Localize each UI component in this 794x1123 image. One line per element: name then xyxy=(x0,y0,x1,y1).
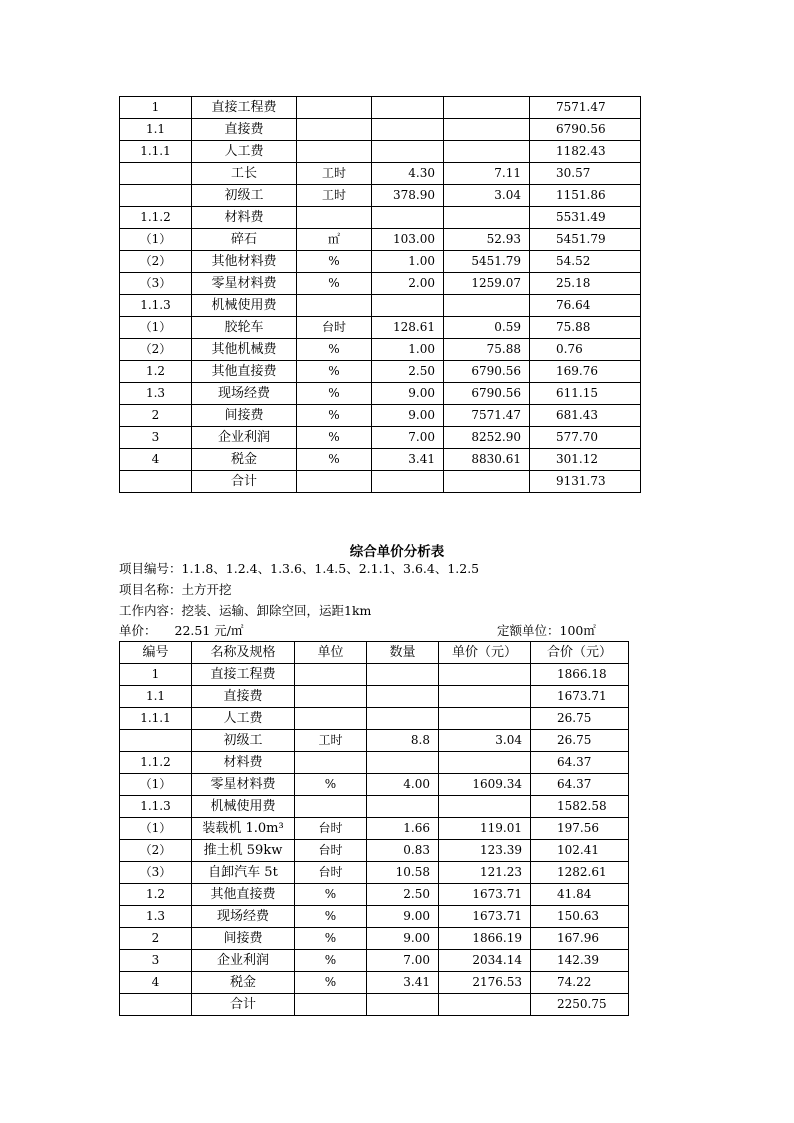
name-cell: 合计 xyxy=(192,471,297,493)
unit-cell: 工时 xyxy=(295,730,367,752)
name-cell: 其他直接费 xyxy=(192,884,295,906)
total-cell: 6790.56 xyxy=(530,119,641,141)
total-cell: 1866.18 xyxy=(531,664,629,686)
name-cell: 机械使用费 xyxy=(192,295,297,317)
cost-table-2 xyxy=(119,641,629,1016)
unit-price-cell: 3.04 xyxy=(444,185,530,207)
total-cell: 54.52 xyxy=(530,251,641,273)
unit-cell: % xyxy=(295,972,367,994)
total-cell: 197.56 xyxy=(531,818,629,840)
name-cell: 零星材料费 xyxy=(192,273,297,295)
name-cell: 初级工 xyxy=(192,730,295,752)
quantity-cell: 2.50 xyxy=(372,361,444,383)
quantity-cell: 9.00 xyxy=(372,405,444,427)
cost-table-2-body xyxy=(120,664,629,1016)
code-cell: （2） xyxy=(120,339,192,361)
code-cell: 1.1 xyxy=(120,686,192,708)
table-row xyxy=(120,708,629,730)
name-cell: 现场经费 xyxy=(192,383,297,405)
code-cell: 3 xyxy=(120,427,192,449)
column-header: 名称及规格 xyxy=(192,642,295,664)
code-cell: 1.1.3 xyxy=(120,295,192,317)
column-header: 数量 xyxy=(367,642,439,664)
unit-cell: 台时 xyxy=(295,818,367,840)
name-cell: 税金 xyxy=(192,972,295,994)
table-row xyxy=(120,229,641,251)
name-cell: 直接工程费 xyxy=(192,97,297,119)
code-cell: 1.1.2 xyxy=(120,752,192,774)
code-cell: （3） xyxy=(120,273,192,295)
code-cell: （1） xyxy=(120,229,192,251)
code-cell: 1.1.3 xyxy=(120,796,192,818)
code-cell: （1） xyxy=(120,774,192,796)
table-row xyxy=(120,471,641,493)
quantity-cell: 103.00 xyxy=(372,229,444,251)
unit-cell xyxy=(295,686,367,708)
unit-price-cell: 2176.53 xyxy=(439,972,531,994)
unit-price-cell: 1259.07 xyxy=(444,273,530,295)
total-cell: 0.76 xyxy=(530,339,641,361)
name-cell: 胶轮车 xyxy=(192,317,297,339)
quantity-cell xyxy=(367,708,439,730)
quantity-cell: 0.83 xyxy=(367,840,439,862)
unit-cell: % xyxy=(295,774,367,796)
unit-cell: 台时 xyxy=(297,317,372,339)
total-cell: 142.39 xyxy=(531,950,629,972)
name-cell: 间接费 xyxy=(192,928,295,950)
name-cell: 人工费 xyxy=(192,141,297,163)
table-row xyxy=(120,818,629,840)
table-row xyxy=(120,339,641,361)
code-cell: 1.1 xyxy=(120,119,192,141)
quantity-cell xyxy=(372,119,444,141)
quantity-cell xyxy=(367,796,439,818)
total-cell: 30.57 xyxy=(530,163,641,185)
name-cell: 材料费 xyxy=(192,207,297,229)
table-row xyxy=(120,119,641,141)
cost-table-1 xyxy=(119,96,641,493)
column-header: 单位 xyxy=(295,642,367,664)
table-row xyxy=(120,664,629,686)
total-cell: 577.70 xyxy=(530,427,641,449)
unit-price-cell: 1673.71 xyxy=(439,884,531,906)
column-header: 编号 xyxy=(120,642,192,664)
table-row xyxy=(120,295,641,317)
total-cell: 301.12 xyxy=(530,449,641,471)
quantity-cell xyxy=(372,141,444,163)
unit-cell xyxy=(297,141,372,163)
name-cell: 装载机 1.0m³ xyxy=(192,818,295,840)
cost-table-2-header xyxy=(120,642,629,664)
total-cell: 2250.75 xyxy=(531,994,629,1016)
unit-price-cell: 0.59 xyxy=(444,317,530,339)
unit-cell xyxy=(297,471,372,493)
total-cell: 102.41 xyxy=(531,840,629,862)
column-header: 单价（元） xyxy=(439,642,531,664)
unit-price-cell: 7571.47 xyxy=(444,405,530,427)
unit-cell xyxy=(297,207,372,229)
code-cell: （1） xyxy=(120,317,192,339)
unit-cell xyxy=(295,664,367,686)
code-cell: （1） xyxy=(120,818,192,840)
unit-price-cell xyxy=(444,471,530,493)
quantity-cell xyxy=(372,471,444,493)
code-cell: （2） xyxy=(120,840,192,862)
code-cell xyxy=(120,994,192,1016)
name-cell: 直接费 xyxy=(192,686,295,708)
unit-cell: % xyxy=(295,928,367,950)
name-cell: 间接费 xyxy=(192,405,297,427)
table-row xyxy=(120,928,629,950)
unit-cell xyxy=(295,708,367,730)
total-cell: 681.43 xyxy=(530,405,641,427)
name-cell: 直接费 xyxy=(192,119,297,141)
table-row xyxy=(120,383,641,405)
unit-price-cell: 123.39 xyxy=(439,840,531,862)
total-cell: 76.64 xyxy=(530,295,641,317)
code-cell: 1 xyxy=(120,664,192,686)
table-row xyxy=(120,972,629,994)
unit-price-cell: 121.23 xyxy=(439,862,531,884)
table-row xyxy=(120,686,629,708)
unit-cell: % xyxy=(295,906,367,928)
table-row xyxy=(120,163,641,185)
name-cell: 工长 xyxy=(192,163,297,185)
code-cell: 1.1.2 xyxy=(120,207,192,229)
total-cell: 5531.49 xyxy=(530,207,641,229)
table-row xyxy=(120,405,641,427)
table-row xyxy=(120,796,629,818)
name-cell: 企业利润 xyxy=(192,427,297,449)
unit-price-cell: 8252.90 xyxy=(444,427,530,449)
unit-price-cell: 75.88 xyxy=(444,339,530,361)
quantity-cell xyxy=(367,752,439,774)
unit-cell xyxy=(297,119,372,141)
quantity-cell: 9.00 xyxy=(367,928,439,950)
code-cell xyxy=(120,730,192,752)
unit-price-cell: 5451.79 xyxy=(444,251,530,273)
header-row xyxy=(120,642,629,664)
code-cell: 1.1.1 xyxy=(120,141,192,163)
quantity-cell: 4.30 xyxy=(372,163,444,185)
total-cell: 1582.58 xyxy=(531,796,629,818)
unit-cell xyxy=(295,752,367,774)
table-row xyxy=(120,251,641,273)
unit-price-cell xyxy=(439,664,531,686)
table-row xyxy=(120,207,641,229)
quantity-cell xyxy=(367,664,439,686)
name-cell: 材料费 xyxy=(192,752,295,774)
code-cell: 1.2 xyxy=(120,884,192,906)
name-cell: 碎石 xyxy=(192,229,297,251)
unit-price-cell: 52.93 xyxy=(444,229,530,251)
code-cell xyxy=(120,471,192,493)
unit-price-cell xyxy=(439,796,531,818)
unit-price-cell xyxy=(444,295,530,317)
name-cell: 其他材料费 xyxy=(192,251,297,273)
total-cell: 74.22 xyxy=(531,972,629,994)
table-row xyxy=(120,427,641,449)
total-cell: 1282.61 xyxy=(531,862,629,884)
total-cell: 5451.79 xyxy=(530,229,641,251)
quantity-cell: 128.61 xyxy=(372,317,444,339)
name-cell: 企业利润 xyxy=(192,950,295,972)
code-cell: 3 xyxy=(120,950,192,972)
quantity-cell: 3.41 xyxy=(367,972,439,994)
unit-price-label: 单价： xyxy=(119,623,157,638)
name-cell: 现场经费 xyxy=(192,906,295,928)
total-cell: 25.18 xyxy=(530,273,641,295)
table-row xyxy=(120,361,641,383)
unit-price-cell: 1866.19 xyxy=(439,928,531,950)
quantity-cell: 2.50 xyxy=(367,884,439,906)
quantity-cell: 378.90 xyxy=(372,185,444,207)
total-cell: 7571.47 xyxy=(530,97,641,119)
quantity-cell: 9.00 xyxy=(367,906,439,928)
total-cell: 611.15 xyxy=(530,383,641,405)
quota-unit: 定额单位：100㎡ xyxy=(497,623,596,638)
unit-price xyxy=(119,622,243,640)
quantity-cell: 1.66 xyxy=(367,818,439,840)
unit-cell: % xyxy=(295,950,367,972)
code-cell: （2） xyxy=(120,251,192,273)
unit-price-cell: 8830.61 xyxy=(444,449,530,471)
code-cell: 1.1.1 xyxy=(120,708,192,730)
total-cell: 150.63 xyxy=(531,906,629,928)
unit-cell: % xyxy=(297,405,372,427)
quantity-cell: 2.00 xyxy=(372,273,444,295)
quantity-cell: 4.00 xyxy=(367,774,439,796)
unit-price-cell xyxy=(444,97,530,119)
table-row xyxy=(120,730,629,752)
project-code: 项目编号：1.1.8、1.2.4、1.3.6、1.4.5、2.1.1、3.6.4、1.2.5 xyxy=(119,561,480,576)
unit-cell: ㎡ xyxy=(297,229,372,251)
quantity-cell xyxy=(372,207,444,229)
name-cell: 自卸汽车 5t xyxy=(192,862,295,884)
quantity-cell: 1.00 xyxy=(372,339,444,361)
unit-cell: % xyxy=(297,449,372,471)
total-cell: 64.37 xyxy=(531,752,629,774)
code-cell: （3） xyxy=(120,862,192,884)
name-cell: 其他直接费 xyxy=(192,361,297,383)
code-cell xyxy=(120,185,192,207)
code-cell xyxy=(120,163,192,185)
table-title: 综合单价分析表 xyxy=(349,544,445,560)
quantity-cell xyxy=(372,97,444,119)
table-row xyxy=(120,141,641,163)
unit-cell: % xyxy=(297,383,372,405)
project-name: 项目名称：土方开挖 xyxy=(119,582,232,597)
total-cell: 26.75 xyxy=(531,708,629,730)
name-cell: 税金 xyxy=(192,449,297,471)
unit-cell xyxy=(295,994,367,1016)
total-cell: 64.37 xyxy=(531,774,629,796)
unit-price-cell: 7.11 xyxy=(444,163,530,185)
quantity-cell: 7.00 xyxy=(372,427,444,449)
code-cell: 2 xyxy=(120,928,192,950)
unit-cell: 工时 xyxy=(297,163,372,185)
name-cell: 合计 xyxy=(192,994,295,1016)
unit-price-cell xyxy=(444,119,530,141)
cost-table-1-body xyxy=(120,97,641,493)
unit-price-cell: 6790.56 xyxy=(444,383,530,405)
unit-price-cell xyxy=(439,708,531,730)
unit-cell: % xyxy=(297,427,372,449)
name-cell: 人工费 xyxy=(192,708,295,730)
table-row xyxy=(120,950,629,972)
table-row xyxy=(120,862,629,884)
code-cell: 2 xyxy=(120,405,192,427)
unit-price-cell: 3.04 xyxy=(439,730,531,752)
total-cell: 26.75 xyxy=(531,730,629,752)
unit-price-cell xyxy=(444,207,530,229)
total-cell: 41.84 xyxy=(531,884,629,906)
unit-cell: 台时 xyxy=(295,840,367,862)
quantity-cell xyxy=(367,994,439,1016)
unit-cell xyxy=(295,796,367,818)
unit-cell: % xyxy=(297,273,372,295)
total-cell: 75.88 xyxy=(530,317,641,339)
unit-cell: % xyxy=(297,251,372,273)
table-row xyxy=(120,840,629,862)
unit-price-cell: 6790.56 xyxy=(444,361,530,383)
table-row xyxy=(120,317,641,339)
total-cell: 167.96 xyxy=(531,928,629,950)
code-cell: 4 xyxy=(120,972,192,994)
code-cell: 4 xyxy=(120,449,192,471)
name-cell: 推土机 59kw xyxy=(192,840,295,862)
name-cell: 初级工 xyxy=(192,185,297,207)
unit-price-cell xyxy=(439,686,531,708)
table-row xyxy=(120,774,629,796)
name-cell: 直接工程费 xyxy=(192,664,295,686)
table-row xyxy=(120,752,629,774)
unit-price-cell: 1673.71 xyxy=(439,906,531,928)
name-cell: 零星材料费 xyxy=(192,774,295,796)
unit-cell: 台时 xyxy=(295,862,367,884)
quantity-cell: 8.8 xyxy=(367,730,439,752)
code-cell: 1.3 xyxy=(120,383,192,405)
work-content: 工作内容：挖装、运输、卸除空回，运距1km xyxy=(119,603,372,618)
quantity-cell xyxy=(372,295,444,317)
quantity-cell: 3.41 xyxy=(372,449,444,471)
unit-price-cell: 119.01 xyxy=(439,818,531,840)
code-cell: 1 xyxy=(120,97,192,119)
table-row xyxy=(120,97,641,119)
unit-cell: % xyxy=(295,884,367,906)
unit-price-cell: 1609.34 xyxy=(439,774,531,796)
unit-price-cell xyxy=(439,752,531,774)
total-cell: 1182.43 xyxy=(530,141,641,163)
code-cell: 1.2 xyxy=(120,361,192,383)
unit-cell: % xyxy=(297,361,372,383)
quantity-cell: 7.00 xyxy=(367,950,439,972)
quantity-cell: 9.00 xyxy=(372,383,444,405)
table-row xyxy=(120,906,629,928)
code-cell: 1.3 xyxy=(120,906,192,928)
unit-price-cell xyxy=(439,994,531,1016)
name-cell: 其他机械费 xyxy=(192,339,297,361)
unit-price-cell: 2034.14 xyxy=(439,950,531,972)
quantity-cell: 10.58 xyxy=(367,862,439,884)
total-cell: 1151.86 xyxy=(530,185,641,207)
unit-cell xyxy=(297,295,372,317)
table-row xyxy=(120,185,641,207)
column-header: 合价（元） xyxy=(531,642,629,664)
unit-price-cell xyxy=(444,141,530,163)
table-row xyxy=(120,449,641,471)
unit-cell: 工时 xyxy=(297,185,372,207)
table-row xyxy=(120,884,629,906)
unit-cell: % xyxy=(297,339,372,361)
unit-price-value: 22.51 元/㎡ xyxy=(174,623,244,638)
quantity-cell xyxy=(367,686,439,708)
name-cell: 机械使用费 xyxy=(192,796,295,818)
unit-cell xyxy=(297,97,372,119)
table-row xyxy=(120,273,641,295)
total-cell: 1673.71 xyxy=(531,686,629,708)
quantity-cell: 1.00 xyxy=(372,251,444,273)
total-cell: 9131.73 xyxy=(530,471,641,493)
table-row xyxy=(120,994,629,1016)
total-cell: 169.76 xyxy=(530,361,641,383)
